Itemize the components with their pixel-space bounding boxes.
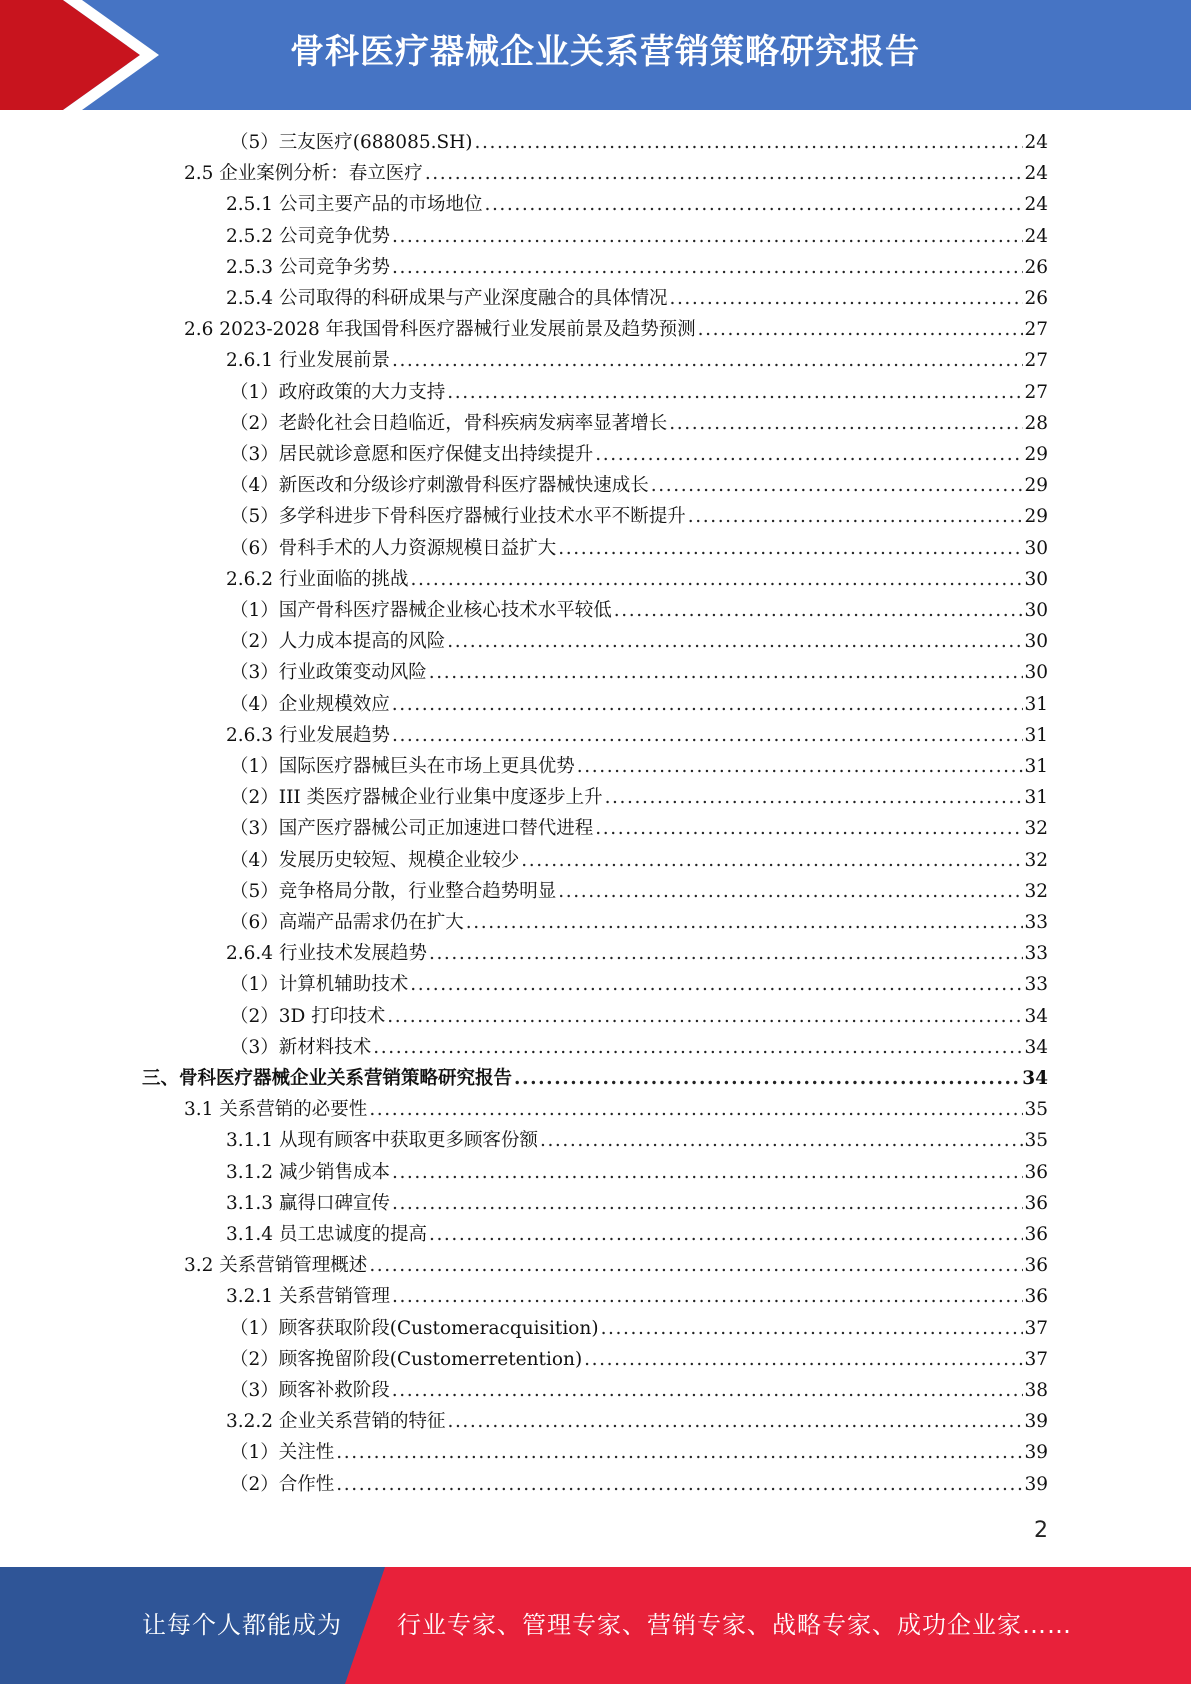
toc-entry-title: （1）关注性 bbox=[230, 1442, 335, 1464]
toc-entry[interactable] bbox=[230, 127, 1048, 158]
toc-entry-page: 38 bbox=[1024, 1380, 1048, 1401]
toc-dot-leader bbox=[392, 1281, 1023, 1312]
toc-entry-title: 2.6 2023-2028 年我国骨科医疗器械行业发展前景及趋势预测 bbox=[184, 319, 696, 341]
toc-entry[interactable] bbox=[226, 1125, 1048, 1156]
toc-entry-title: 3.2 关系营销管理概述 bbox=[184, 1255, 368, 1277]
toc-entry-page: 24 bbox=[1024, 132, 1048, 153]
toc-dot-leader bbox=[429, 938, 1023, 969]
page-number: 2 bbox=[1034, 1518, 1048, 1543]
report-title: 骨科医疗器械企业关系营销策略研究报告 bbox=[290, 32, 920, 72]
toc-entry-page: 34 bbox=[1024, 1005, 1048, 1027]
toc-entry[interactable] bbox=[226, 252, 1048, 283]
toc-entry-page: 28 bbox=[1024, 412, 1048, 434]
toc-dot-leader bbox=[595, 813, 1023, 844]
toc-entry-title: （4）新医改和分级诊疗刺激骨科医疗器械快速成长 bbox=[230, 475, 649, 497]
toc-entry-page: 27 bbox=[1024, 319, 1048, 341]
toc-entry[interactable] bbox=[230, 813, 1048, 844]
toc-dot-leader bbox=[514, 1063, 1021, 1094]
toc-dot-leader bbox=[601, 1313, 1024, 1344]
toc-entry-title: （1）顾客获取阶段(Customeracquisition) bbox=[230, 1317, 599, 1339]
toc-entry-title: 2.6.3 行业发展趋势 bbox=[226, 724, 390, 746]
toc-dot-leader bbox=[429, 657, 1024, 688]
toc-entry-title: （3）国产医疗器械公司正加速进口替代进程 bbox=[230, 818, 594, 840]
toc-entry-page: 36 bbox=[1024, 1286, 1048, 1308]
toc-entry-page: 36 bbox=[1024, 1224, 1048, 1245]
toc-entry-title: （2）人力成本提高的风险 bbox=[230, 631, 446, 653]
toc-dot-leader bbox=[373, 1032, 1023, 1063]
toc-dot-leader bbox=[392, 1188, 1023, 1219]
toc-entry-title: 2.5 企业案例分析：春立医疗 bbox=[184, 163, 423, 185]
toc-entry[interactable] bbox=[230, 533, 1048, 564]
toc-entry[interactable] bbox=[230, 782, 1048, 813]
toc-entry-page: 24 bbox=[1024, 225, 1048, 247]
toc-entry-page: 32 bbox=[1024, 880, 1048, 902]
toc-dot-leader bbox=[558, 876, 1023, 907]
toc-dot-leader bbox=[484, 189, 1023, 220]
toc-entry[interactable] bbox=[226, 221, 1048, 252]
toc-entry-page: 37 bbox=[1024, 1348, 1048, 1370]
toc-entry[interactable] bbox=[230, 439, 1048, 470]
toc-entry-title: （5）竞争格局分散，行业整合趋势明显 bbox=[230, 880, 557, 902]
toc-entry-title: （1）国产骨科医疗器械企业核心技术水平较低 bbox=[230, 600, 612, 621]
toc-entry-page: 32 bbox=[1024, 849, 1048, 871]
toc-dot-leader bbox=[447, 626, 1023, 657]
toc-dot-leader bbox=[392, 345, 1023, 376]
toc-dot-leader bbox=[466, 907, 1024, 938]
toc-entry[interactable] bbox=[230, 1313, 1048, 1344]
toc-entry-page: 34 bbox=[1024, 1036, 1048, 1058]
header-banner bbox=[0, 0, 1191, 110]
toc-dot-leader bbox=[392, 720, 1023, 751]
toc-entry[interactable] bbox=[226, 189, 1048, 220]
toc-entry-page: 26 bbox=[1024, 256, 1048, 278]
toc-entry-title: （6）高端产品需求仍在扩大 bbox=[230, 912, 464, 933]
toc-entry-page: 39 bbox=[1024, 1473, 1048, 1495]
toc-entry-page: 37 bbox=[1024, 1317, 1048, 1339]
toc-entry[interactable] bbox=[230, 408, 1048, 439]
toc-dot-leader bbox=[369, 1250, 1023, 1281]
toc-entry-title: 3.1.3 赢得口碑宣传 bbox=[226, 1192, 390, 1214]
toc-entry-title: （3）行业政策变动风险 bbox=[230, 662, 427, 684]
toc-entry-title: （1）计算机辅助技术 bbox=[230, 974, 409, 996]
toc-entry-title: （5）多学科进步下骨科医疗器械行业技术水平不断提升 bbox=[230, 506, 686, 528]
toc-entry[interactable] bbox=[226, 1281, 1048, 1312]
toc-entry[interactable] bbox=[230, 689, 1048, 720]
toc-dot-leader bbox=[387, 1001, 1023, 1032]
toc-entry[interactable] bbox=[142, 1063, 1048, 1094]
toc-entry-title: （1）国际医疗器械巨头在市场上更具优势 bbox=[230, 756, 575, 777]
toc-entry[interactable] bbox=[226, 1188, 1048, 1219]
toc-entry-title: 3.1.4 员工忠诚度的提高 bbox=[226, 1224, 427, 1245]
toc-entry[interactable] bbox=[230, 595, 1048, 626]
toc-entry[interactable] bbox=[230, 1001, 1048, 1032]
toc-entry-page: 24 bbox=[1024, 163, 1048, 185]
toc-entry[interactable] bbox=[226, 345, 1048, 376]
toc-entry[interactable] bbox=[184, 1094, 1048, 1125]
toc-entry-title: 2.6.4 行业技术发展趋势 bbox=[226, 943, 427, 965]
toc-entry[interactable] bbox=[226, 283, 1048, 314]
toc-entry[interactable] bbox=[184, 1250, 1048, 1281]
toc-entry-page: 27 bbox=[1024, 381, 1048, 403]
toc-entry[interactable] bbox=[230, 1032, 1048, 1063]
toc-dot-leader bbox=[425, 158, 1024, 189]
toc-entry-title: 2.5.1 公司主要产品的市场地位 bbox=[226, 194, 483, 216]
footer-banner bbox=[0, 1567, 1191, 1684]
toc-entry-page: 36 bbox=[1024, 1192, 1048, 1214]
toc-entry-title: 2.5.3 公司竞争劣势 bbox=[226, 256, 390, 278]
toc-entry-page: 29 bbox=[1024, 506, 1048, 528]
toc-dot-leader bbox=[447, 1406, 1023, 1437]
toc-entry-title: （6）骨科手术的人力资源规模日益扩大 bbox=[230, 537, 557, 559]
toc-entry[interactable] bbox=[230, 876, 1048, 907]
toc-dot-leader bbox=[605, 782, 1024, 813]
toc-entry-page: 30 bbox=[1024, 568, 1048, 590]
toc-entry[interactable] bbox=[184, 314, 1048, 345]
toc-dot-leader bbox=[584, 1344, 1023, 1375]
toc-entry[interactable] bbox=[226, 938, 1048, 969]
toc-entry-title: （3）顾客补救阶段 bbox=[230, 1380, 390, 1401]
toc-entry[interactable] bbox=[226, 720, 1048, 751]
toc-entry[interactable] bbox=[230, 1469, 1048, 1500]
toc-entry[interactable] bbox=[226, 564, 1048, 595]
toc-dot-leader bbox=[336, 1469, 1023, 1500]
toc-dot-leader bbox=[447, 377, 1023, 408]
toc-entry-title: 2.6.1 行业发展前景 bbox=[226, 350, 390, 372]
toc-dot-leader bbox=[540, 1125, 1023, 1156]
toc-dot-leader bbox=[410, 564, 1023, 595]
toc-dot-leader bbox=[688, 501, 1024, 532]
toc-entry-title: （4）企业规模效应 bbox=[230, 693, 390, 715]
toc-dot-leader bbox=[392, 689, 1024, 720]
toc-entry-page: 33 bbox=[1024, 943, 1048, 965]
toc-dot-leader bbox=[595, 439, 1023, 470]
toc-entry-page: 36 bbox=[1024, 1255, 1048, 1277]
toc-dot-leader bbox=[558, 533, 1023, 564]
toc-dot-leader bbox=[336, 1437, 1023, 1468]
toc-entry-title: 2.6.2 行业面临的挑战 bbox=[226, 568, 409, 590]
toc-entry-page: 33 bbox=[1024, 974, 1048, 996]
toc-entry-title: 3.2.1 关系营销管理 bbox=[226, 1286, 390, 1308]
toc-entry[interactable] bbox=[230, 657, 1048, 688]
toc-entry-page: 29 bbox=[1024, 444, 1048, 465]
toc-entry-page: 31 bbox=[1024, 756, 1048, 777]
toc-entry-page: 39 bbox=[1024, 1442, 1048, 1464]
toc-entry[interactable] bbox=[226, 1406, 1048, 1437]
toc-entry[interactable] bbox=[230, 470, 1048, 501]
toc-entry-page: 35 bbox=[1024, 1130, 1048, 1152]
toc-entry-page: 31 bbox=[1024, 693, 1048, 715]
toc-entry[interactable] bbox=[230, 845, 1048, 876]
toc-entry-title: 3.1.2 减少销售成本 bbox=[226, 1161, 390, 1183]
toc-dot-leader bbox=[651, 470, 1024, 501]
toc-dot-leader bbox=[698, 314, 1024, 345]
toc-entry-page: 29 bbox=[1024, 475, 1048, 497]
toc-entry-page: 30 bbox=[1024, 537, 1048, 559]
toc-entry-page: 33 bbox=[1024, 912, 1048, 933]
toc-entry-title: （2）顾客挽留阶段(Customerretention) bbox=[230, 1348, 583, 1370]
toc-entry[interactable] bbox=[230, 377, 1048, 408]
toc-entry-title: （3）居民就诊意愿和医疗保健支出持续提升 bbox=[230, 444, 594, 465]
toc-entry-title: （4）发展历史较短、规模企业较少 bbox=[230, 849, 520, 871]
toc-dot-leader bbox=[392, 1375, 1024, 1406]
toc-dot-leader bbox=[392, 1157, 1023, 1188]
toc-entry[interactable] bbox=[230, 626, 1048, 657]
toc-entry[interactable] bbox=[230, 907, 1048, 938]
toc-entry-title: （2）3D 打印技术 bbox=[230, 1005, 386, 1027]
toc-dot-leader bbox=[669, 283, 1023, 314]
toc-entry-page: 27 bbox=[1024, 350, 1048, 372]
toc-entry-page: 30 bbox=[1024, 631, 1048, 653]
toc-entry[interactable] bbox=[230, 501, 1048, 532]
toc-entry-page: 26 bbox=[1024, 288, 1048, 309]
toc-entry[interactable] bbox=[230, 751, 1048, 782]
toc-entry-title: 3.1.1 从现有顾客中获取更多顾客份额 bbox=[226, 1130, 538, 1152]
toc-dot-leader bbox=[429, 1219, 1023, 1250]
toc-entry-title: 2.5.4 公司取得的科研成果与产业深度融合的具体情况 bbox=[226, 288, 668, 309]
toc-entry[interactable] bbox=[230, 969, 1048, 1000]
toc-dot-leader bbox=[669, 408, 1023, 439]
toc-entry[interactable] bbox=[226, 1219, 1048, 1250]
toc-dot-leader bbox=[577, 751, 1024, 782]
toc-entry-page: 35 bbox=[1024, 1099, 1048, 1121]
toc-dot-leader bbox=[410, 969, 1023, 1000]
toc-entry[interactable] bbox=[230, 1437, 1048, 1468]
toc-dot-leader bbox=[392, 221, 1023, 252]
toc-entry-page: 39 bbox=[1024, 1411, 1048, 1433]
toc-entry-title: （3）新材料技术 bbox=[230, 1036, 372, 1058]
toc-entry-page: 30 bbox=[1024, 662, 1048, 684]
toc-entry-title: （1）政府政策的大力支持 bbox=[230, 381, 446, 403]
toc-entry-title: （2）III 类医疗器械企业行业集中度逐步上升 bbox=[230, 787, 603, 809]
toc-dot-leader bbox=[475, 127, 1024, 158]
toc-entry-page: 31 bbox=[1024, 724, 1048, 746]
header-arrow-decoration bbox=[0, 0, 200, 110]
toc-entry[interactable] bbox=[230, 1375, 1048, 1406]
toc-entry-page: 32 bbox=[1024, 818, 1048, 840]
footer-slogan-right: 行业专家、管理专家、营销专家、战略专家、成功企业家…… bbox=[397, 1611, 1072, 1639]
toc-entry-page: 30 bbox=[1024, 600, 1048, 621]
toc-entry-title: 3.1 关系营销的必要性 bbox=[184, 1099, 368, 1121]
toc-entry-page: 24 bbox=[1024, 194, 1048, 216]
toc-entry-page: 31 bbox=[1024, 787, 1048, 809]
toc-entry[interactable] bbox=[226, 1157, 1048, 1188]
toc-entry-page: 36 bbox=[1024, 1161, 1048, 1183]
toc-entry-title: （5）三友医疗(688085.SH) bbox=[230, 132, 473, 153]
toc-dot-leader bbox=[521, 845, 1023, 876]
toc-dot-leader bbox=[369, 1094, 1023, 1125]
toc-entry-title: （2）老龄化社会日趋临近，骨科疾病发病率显著增长 bbox=[230, 412, 668, 434]
toc-entry-title: 三、骨科医疗器械企业关系营销策略研究报告 bbox=[142, 1068, 513, 1089]
toc-dot-leader bbox=[614, 595, 1024, 626]
toc-entry-title: 2.5.2 公司竞争优势 bbox=[226, 225, 390, 247]
toc-dot-leader bbox=[392, 252, 1023, 283]
toc-entry[interactable] bbox=[184, 158, 1048, 189]
toc-entry-page: 34 bbox=[1022, 1068, 1048, 1089]
toc-entry[interactable] bbox=[230, 1344, 1048, 1375]
toc-entry-title: 3.2.2 企业关系营销的特征 bbox=[226, 1411, 446, 1433]
footer-slogan-left: 让每个人都能成为 bbox=[142, 1611, 342, 1639]
toc-entry-title: （2）合作性 bbox=[230, 1473, 335, 1495]
